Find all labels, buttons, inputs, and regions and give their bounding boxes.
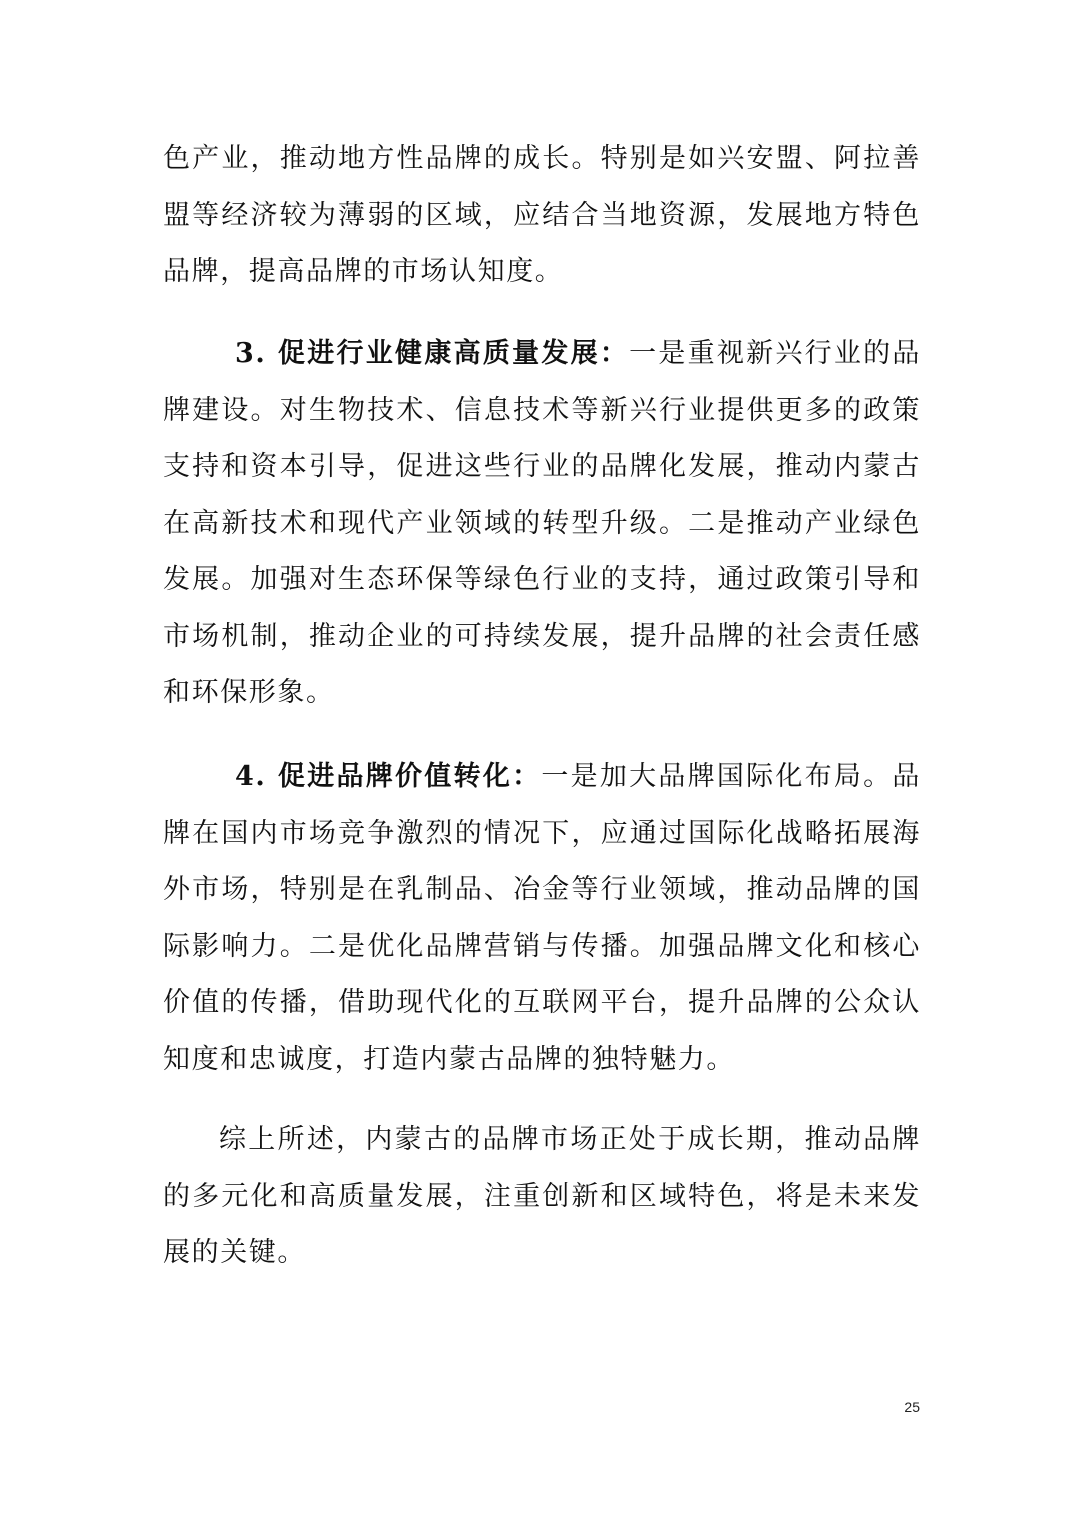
section-heading-industry: 3. 促进行业健康高质量发展： — [235, 338, 630, 369]
paragraph-regional-brands — [163, 131, 921, 301]
paragraph-brand-value — [163, 749, 921, 1088]
paragraph-conclusion — [163, 1112, 921, 1282]
page-number: 25 — [904, 1399, 920, 1415]
section-heading-brand-value: 4. 促进品牌价值转化： — [235, 761, 542, 792]
paragraph-text: 一是重视新兴行业的品牌建设。对生物技术、信息技术等新兴行业提供更多的政策支持和资本引导，促进这些行业的品牌化发展，推动内蒙古在高新技术和现代产业领域的转型升级。二是推动产业绿色发展。加强对生态环保等绿色行业的支持，通过政策引导和市场机制，推动企业的可持续发展，提升品牌的社会责任感和环保形象。 — [163, 338, 922, 708]
paragraph-text: 一是加大品牌国际化布局。品牌在国内市场竞争激烈的情况下，应通过国际化战略拓展海外市场，特别是在乳制品、冶金等行业领域，推动品牌的国际影响力。二是优化品牌营销与传播。加强品牌文化和核心价值的传播，借助现代化的互联网平台，提升品牌的公众认知度和忠诚度，打造内蒙古品牌的独特魅力。 — [163, 761, 921, 1075]
paragraph-text: 色产业，推动地方性品牌的成长。特别是如兴安盟、阿拉善盟等经济较为薄弱的区域，应结合当地资源，发展地方特色品牌，提高品牌的市场认知度。 — [163, 143, 921, 287]
paragraph-text: 综上所述，内蒙古的品牌市场正处于成长期，推动品牌的多元化和高质量发展，注重创新和区域特色，将是未来发展的关键。 — [163, 1124, 921, 1268]
paragraph-industry-development — [163, 326, 921, 722]
